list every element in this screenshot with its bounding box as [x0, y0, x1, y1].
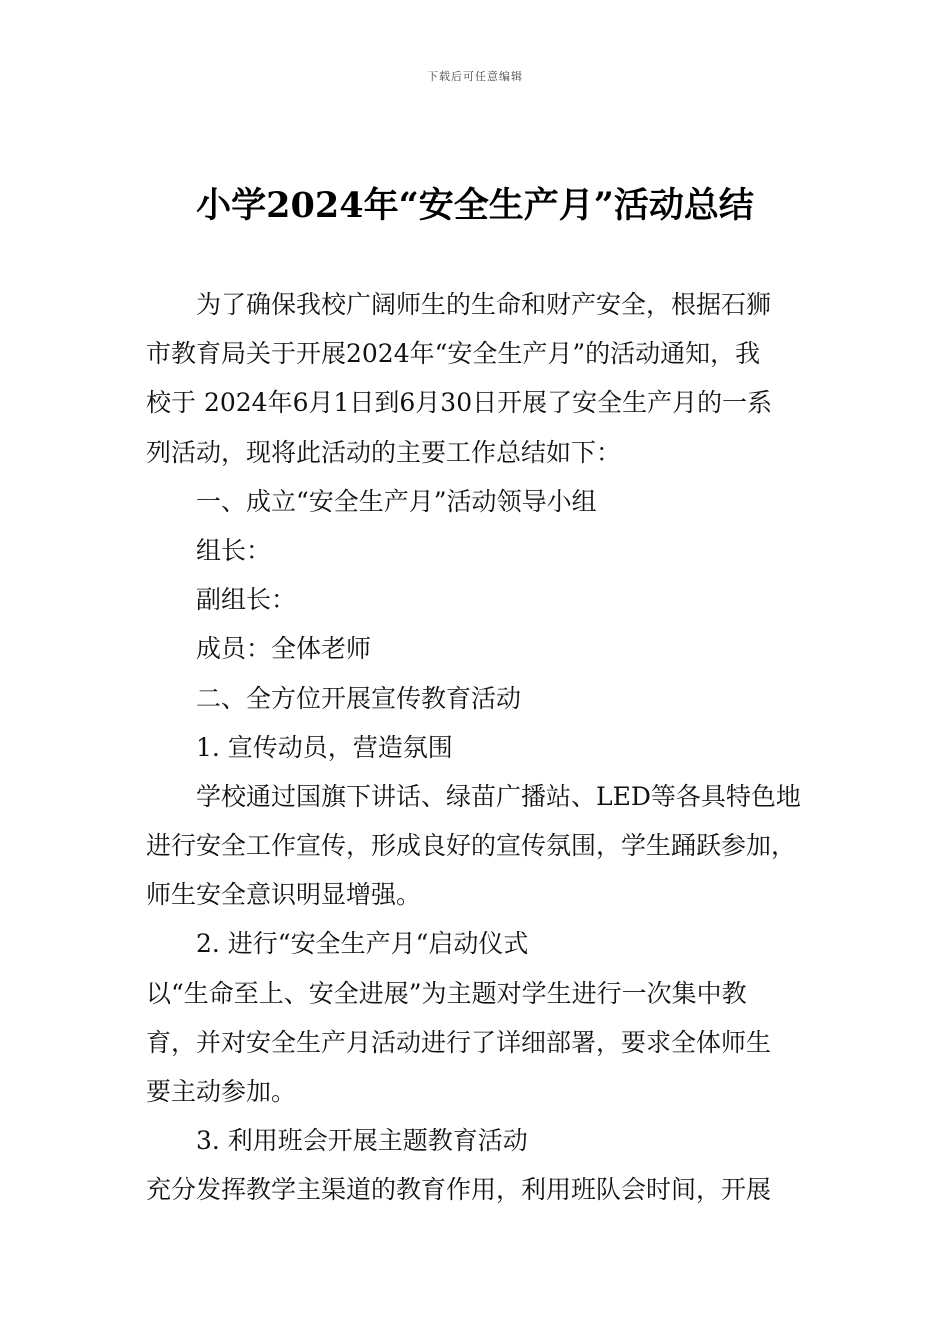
paragraph-line: 成员：全体老师 [196, 634, 372, 664]
paragraph-line: 育，并对安全生产月活动进行了详细部署，要求全体师生 [146, 1027, 772, 1057]
header-note: 下载后可任意编辑 [427, 70, 523, 83]
paragraph-line: 3. 利用班会开展主题教育活动 [196, 1126, 528, 1156]
paragraph-line: 进行安全工作宣传，形成良好的宣传氛围，学生踊跃参加， [146, 831, 797, 861]
paragraph-line: 要主动参加。 [146, 1077, 297, 1106]
paragraph-line: 副组长： [196, 585, 297, 615]
paragraph-line: 2. 进行“安全生产月“启动仪式 [196, 929, 529, 959]
paragraph-line: 1. 宣传动员，营造氛围 [196, 732, 453, 762]
paragraph-line: 二、全方位开展宣传教育活动 [196, 683, 522, 713]
paragraph-line: 充分发挥教学主渠道的教育作用，利用班队会时间，开展 [146, 1175, 772, 1205]
paragraph-line: 组长： [196, 535, 272, 565]
paragraph-line: 以“生命至上、安全进展”为主题对学生进行一次集中教 [146, 978, 747, 1008]
paragraph-line: 列活动，现将此活动的主要工作总结如下： [146, 437, 622, 467]
paragraph-line: 师生安全意识明显增强。 [146, 880, 422, 910]
paragraph-line: 一、成立“安全生产月”活动领导小组 [196, 486, 597, 516]
paragraph-line: 学校通过国旗下讲话、绿苗广播站、LED等各具特色地 [196, 781, 801, 811]
paragraph-line: 校于 2024年6月1日到6月30日开展了安全生产月的一系 [146, 388, 773, 418]
document-body [146, 280, 806, 1215]
paragraph-line: 为了确保我校广阔师生的生命和财产安全，根据石狮 [196, 290, 772, 319]
document-title: 小学2024年“安全生产月”活动总结 [196, 185, 754, 226]
paragraph-line: 市教育局关于开展2024年“安全生产月”的活动通知，我 [146, 339, 761, 369]
